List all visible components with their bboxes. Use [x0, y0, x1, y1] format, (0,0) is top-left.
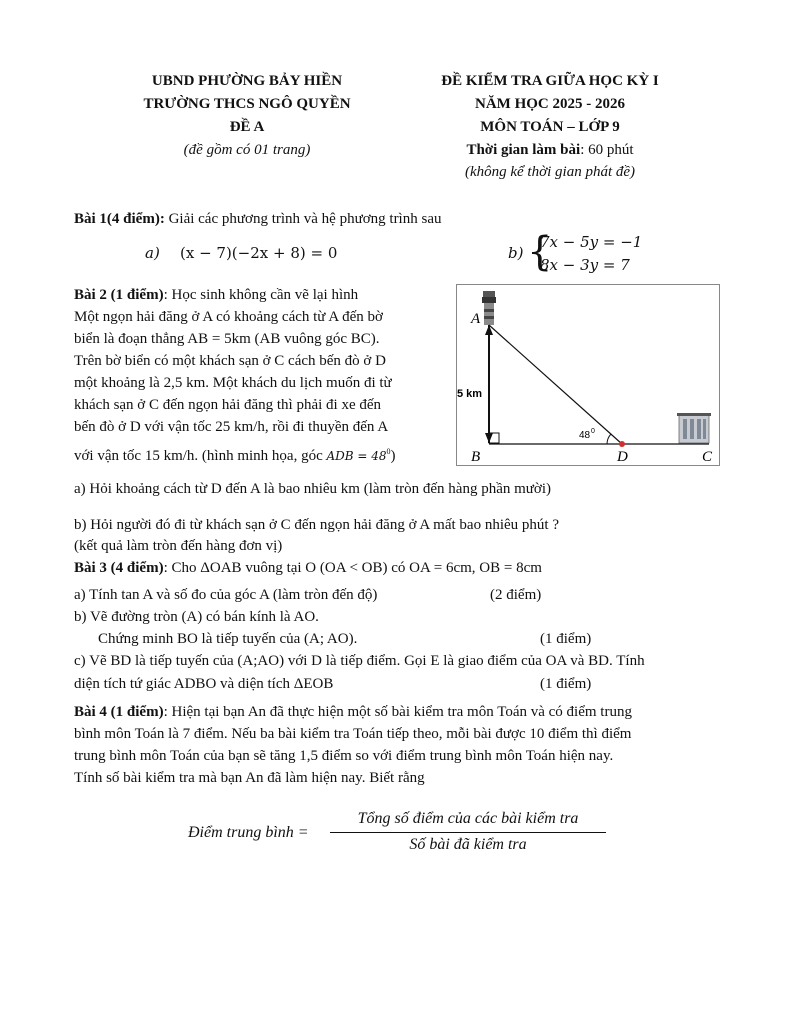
formula-fraction-bar	[330, 832, 606, 833]
hotel-icon	[677, 413, 711, 443]
label-d: D	[617, 449, 628, 465]
bai2-question-b-note: (kết quả làm tròn đến hàng đơn vị)	[74, 538, 283, 554]
point-d	[619, 441, 625, 447]
bai2-question-b: b) Hỏi người đó đi từ khách sạn ở C đến ngọn hải đăng ở A mất bao nhiêu phút ?	[74, 517, 559, 533]
bai1-title: Bài 1(4 điểm):	[74, 211, 165, 227]
bai2-line-6: bến đò ở D với vận tốc 25 km/h, rồi đi thuyền đến A	[74, 419, 389, 435]
bai2-line-5: khách sạn ở C đến ngọn hải đăng thì phải đi xe đến	[74, 397, 382, 413]
segment-ad	[489, 325, 622, 444]
bai2-line-1: Một ngọn hải đăng ở A có khoảng cách từ A đến bờ	[74, 309, 383, 325]
bai2-line-0	[74, 284, 358, 306]
bai3-c1: c) Vẽ BD là tiếp tuyến của (A;AO) với D là tiếp điểm. Gọi E là giao điểm của OA và BD. Tính	[74, 653, 645, 669]
bai3-c2: diện tích tứ giác ADBO và diện tích ΔEOB	[74, 676, 334, 692]
bai4-line-2: trung bình môn Toán của bạn sẽ tăng 1,5 điểm so với điểm trung bình môn Toán hiện nay.	[74, 748, 614, 764]
page-count-note: (đề gồm có 01 trang)	[183, 142, 311, 158]
arrow-up	[485, 325, 493, 335]
subject: MÔN TOÁN – LỚP 9	[480, 119, 620, 135]
bai2-question-a: a) Hỏi khoảng cách từ D đến A là bao nhiêu km (làm tròn đến hàng phần mười)	[74, 481, 551, 497]
bai1-heading	[74, 208, 441, 230]
bai3-heading	[74, 557, 542, 579]
school-name: TRƯỜNG THCS NGÔ QUYỀN	[143, 96, 351, 112]
bai3-a: a) Tính tan A và số đo của góc A (làm tròn đến độ)	[74, 587, 378, 603]
lighthouse-figure	[456, 284, 720, 466]
school-district: UBND PHƯỜNG BẢY HIỀN	[151, 73, 343, 89]
exam-code: ĐỀ A	[229, 119, 265, 135]
bai2-text-0: : Học sinh không cần vẽ lại hình	[163, 287, 359, 303]
bai4-line-0	[74, 701, 632, 723]
bai3-text: : Cho ΔOAB vuông tại O (OA < OB) có OA = 6cm, OB = 8cm	[163, 560, 542, 576]
label-angle-degree: 0	[591, 428, 595, 435]
bai1-text: Giải các phương trình và hệ phương trình sau	[164, 211, 442, 227]
bai4-line-1: bình môn Toán là 7 điểm. Nếu ba bài kiểm tra Toán tiếp theo, mỗi bài được 10 điểm thì điểm	[74, 726, 632, 742]
bai1-a-label: a)	[145, 244, 160, 262]
exam-title: ĐỀ KIỂM TRA GIỮA HỌC KỲ I	[441, 73, 659, 89]
bai2-line-7	[74, 441, 396, 467]
bai4-line-3: Tính số bài kiểm tra mà bạn An đã làm hiện nay. Biết rằng	[74, 770, 425, 786]
bai2-line-2: biển là đoạn thẳng AB = 5km (AB vuông góc BC).	[74, 331, 380, 347]
bai1-b-label: b)	[508, 244, 524, 262]
bai2-title: Bài 2 (1 điểm)	[74, 287, 164, 303]
bai3-b-points: (1 điểm)	[540, 631, 592, 647]
time-label: Thời gian làm bài	[466, 142, 581, 158]
angle-expression: ADB = 48	[326, 449, 387, 463]
formula-denominator: Số bài đã kiểm tra	[409, 836, 527, 853]
bai3-b2: Chứng minh BO là tiếp tuyến của (A; AO).	[98, 631, 358, 647]
bai3-c-points: (1 điểm)	[540, 676, 592, 692]
formula-numerator: Tổng số điểm của các bài kiểm tra	[357, 810, 579, 827]
bai2-line-3: Trên bờ biển có một khách sạn ở C cách bến đò ở D	[74, 353, 386, 369]
school-year: NĂM HỌC 2025 - 2026	[475, 96, 625, 112]
bai2-line-4: một khoảng là 2,5 km. Một khách du lịch muốn đi từ	[74, 375, 392, 391]
label-c: C	[702, 449, 713, 465]
label-angle: 48	[579, 430, 591, 441]
time-limit	[400, 142, 700, 159]
bai4-text-0: : Hiện tại bạn An đã thực hiện một số bài kiểm tra môn Toán và có điểm trung	[163, 704, 632, 720]
bai1-a-equation: (x − 7)(−2x + 8) = 0	[180, 244, 338, 262]
formula-lhs: Điểm trung bình =	[188, 824, 309, 841]
system-brace: {	[527, 229, 553, 275]
bai3-title: Bài 3 (4 điểm)	[74, 560, 164, 576]
bai1-b-eq2: 8x − 3y = 7	[540, 256, 630, 274]
time-value: : 60 phút	[580, 142, 634, 158]
label-distance: 5 km	[457, 388, 483, 400]
lighthouse-icon	[482, 291, 496, 325]
bai3-a-points: (2 điểm)	[490, 587, 542, 603]
angle-close-paren: )	[390, 448, 396, 464]
bai2-text-7: với vận tốc 15 km/h. (hình minh họa, góc	[74, 448, 323, 464]
bai4-title: Bài 4 (1 điểm)	[74, 704, 164, 720]
time-note: (không kể thời gian phát đề)	[464, 164, 636, 180]
angle-degree: 0	[386, 447, 391, 456]
figure-svg	[457, 285, 719, 465]
label-a: A	[471, 311, 481, 327]
label-b: B	[471, 449, 481, 465]
bai3-b1: b) Vẽ đường tròn (A) có bán kính là AO.	[74, 609, 319, 625]
angle-arc	[607, 434, 611, 444]
bai1-b-eq1: 7x − 5y = −1	[540, 233, 643, 251]
